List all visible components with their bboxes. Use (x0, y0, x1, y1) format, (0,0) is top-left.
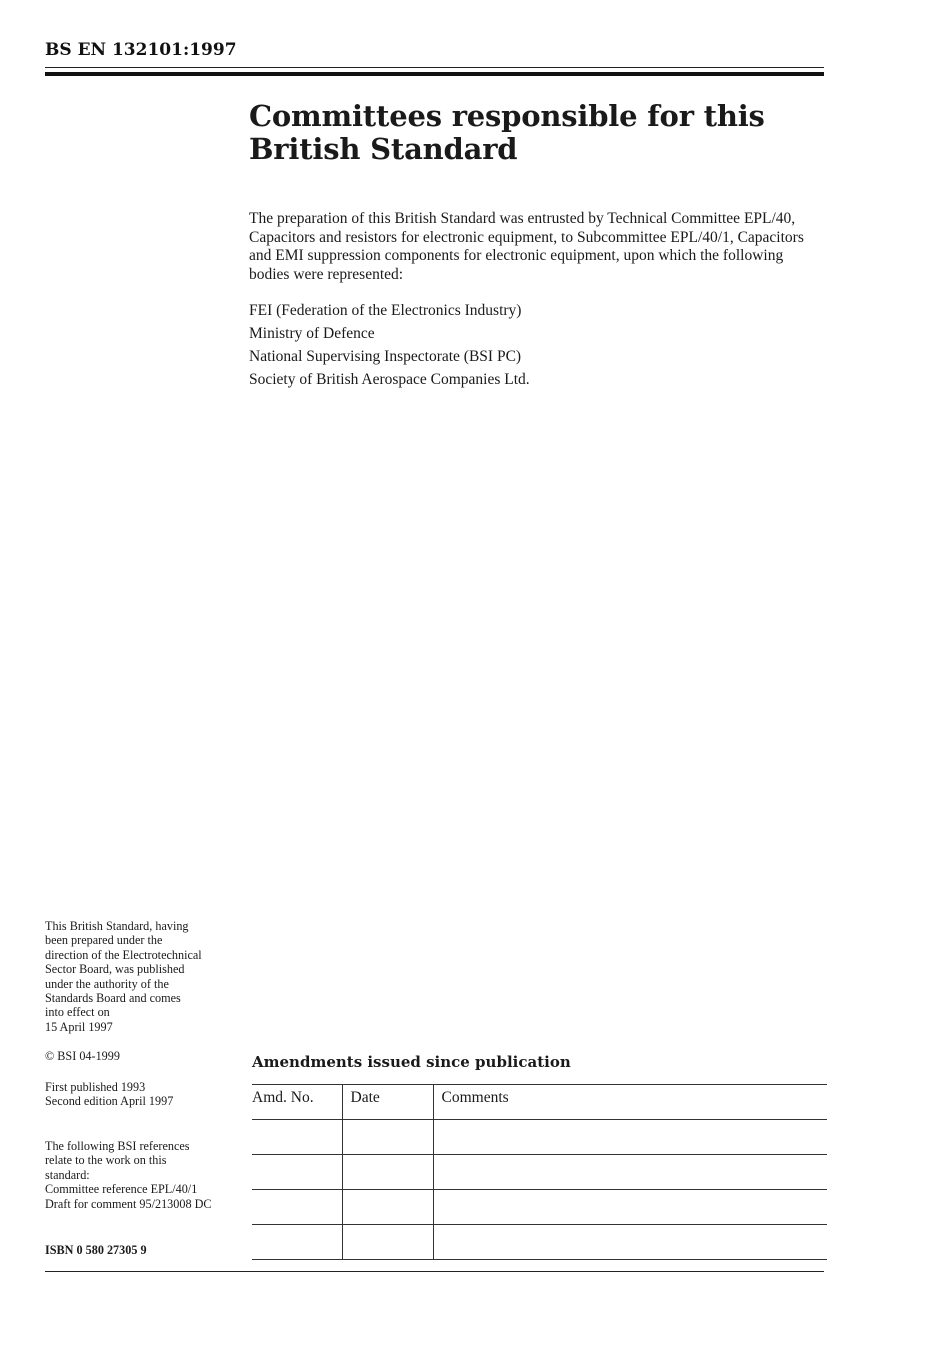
edition-line: Second edition April 1997 (45, 1094, 174, 1109)
footer-rule (45, 1271, 824, 1272)
column-header-date: Date (342, 1085, 433, 1120)
table-cell (342, 1155, 433, 1190)
publication-note (45, 919, 245, 1034)
list-item: Ministry of Defence (249, 325, 375, 342)
table-cell (433, 1155, 827, 1190)
reference-line: Committee reference EPL/40/1 (45, 1182, 198, 1197)
intro-paragraph: The preparation of this British Standard was entrusted by Technical Committee EPL/40, Capacitors and resistors for electronic equipment, to Subcommittee EPL/40/1, Capacitors and EMI suppression components for electronic equipment, upon which the following bodies were represented: (249, 210, 804, 283)
table-cell (342, 1120, 433, 1155)
note-line: direction of the Electrotechnical (45, 947, 202, 962)
reference-line: relate to the work on this (45, 1153, 167, 1168)
table-row (252, 1120, 827, 1155)
note-line: into effect on (45, 1005, 110, 1020)
amendments-title: Amendments issued since publication (252, 1053, 571, 1071)
amendments-table (252, 1084, 827, 1260)
represented-bodies-list (249, 299, 530, 391)
reference-line: The following BSI references (45, 1139, 190, 1153)
note-line: Sector Board, was published (45, 962, 185, 977)
note-line: Standards Board and comes (45, 991, 181, 1006)
table-row (252, 1155, 827, 1190)
table-cell (252, 1190, 342, 1225)
isbn: ISBN 0 580 27305 9 (45, 1243, 147, 1257)
note-line: 15 April 1997 (45, 1019, 113, 1034)
edition-line: First published 1993 (45, 1080, 146, 1094)
list-item: Society of British Aerospace Companies Ltd. (249, 371, 530, 388)
table-cell (433, 1120, 827, 1155)
table-cell (342, 1225, 433, 1260)
table-cell (252, 1155, 342, 1190)
table-cell (252, 1225, 342, 1260)
column-header-amd-no: Amd. No. (252, 1085, 342, 1120)
title-line-1: Committees responsible for this (249, 99, 765, 133)
column-header-comments: Comments (433, 1085, 827, 1120)
page-title (249, 100, 809, 166)
reference-line: standard: (45, 1167, 90, 1182)
header-rule-thick (45, 72, 824, 76)
document-id: BS EN 132101:1997 (45, 40, 237, 60)
edition-history (45, 1080, 245, 1109)
table-header-row (252, 1085, 827, 1120)
title-line-2: British Standard (249, 132, 518, 166)
copyright-notice: © BSI 04-1999 (45, 1049, 120, 1063)
note-line: been prepared under the (45, 933, 163, 948)
table-row (252, 1190, 827, 1225)
list-item: FEI (Federation of the Electronics Industry) (249, 302, 522, 319)
table-cell (433, 1225, 827, 1260)
note-line: under the authority of the (45, 976, 169, 991)
table-cell (252, 1120, 342, 1155)
bsi-references (45, 1139, 245, 1211)
header-rule-thin (45, 67, 824, 68)
table-cell (433, 1190, 827, 1225)
note-line: This British Standard, having (45, 919, 189, 933)
table-row (252, 1225, 827, 1260)
table-cell (342, 1190, 433, 1225)
list-item: National Supervising Inspectorate (BSI PC) (249, 348, 522, 365)
reference-line: Draft for comment 95/213008 DC (45, 1196, 212, 1211)
